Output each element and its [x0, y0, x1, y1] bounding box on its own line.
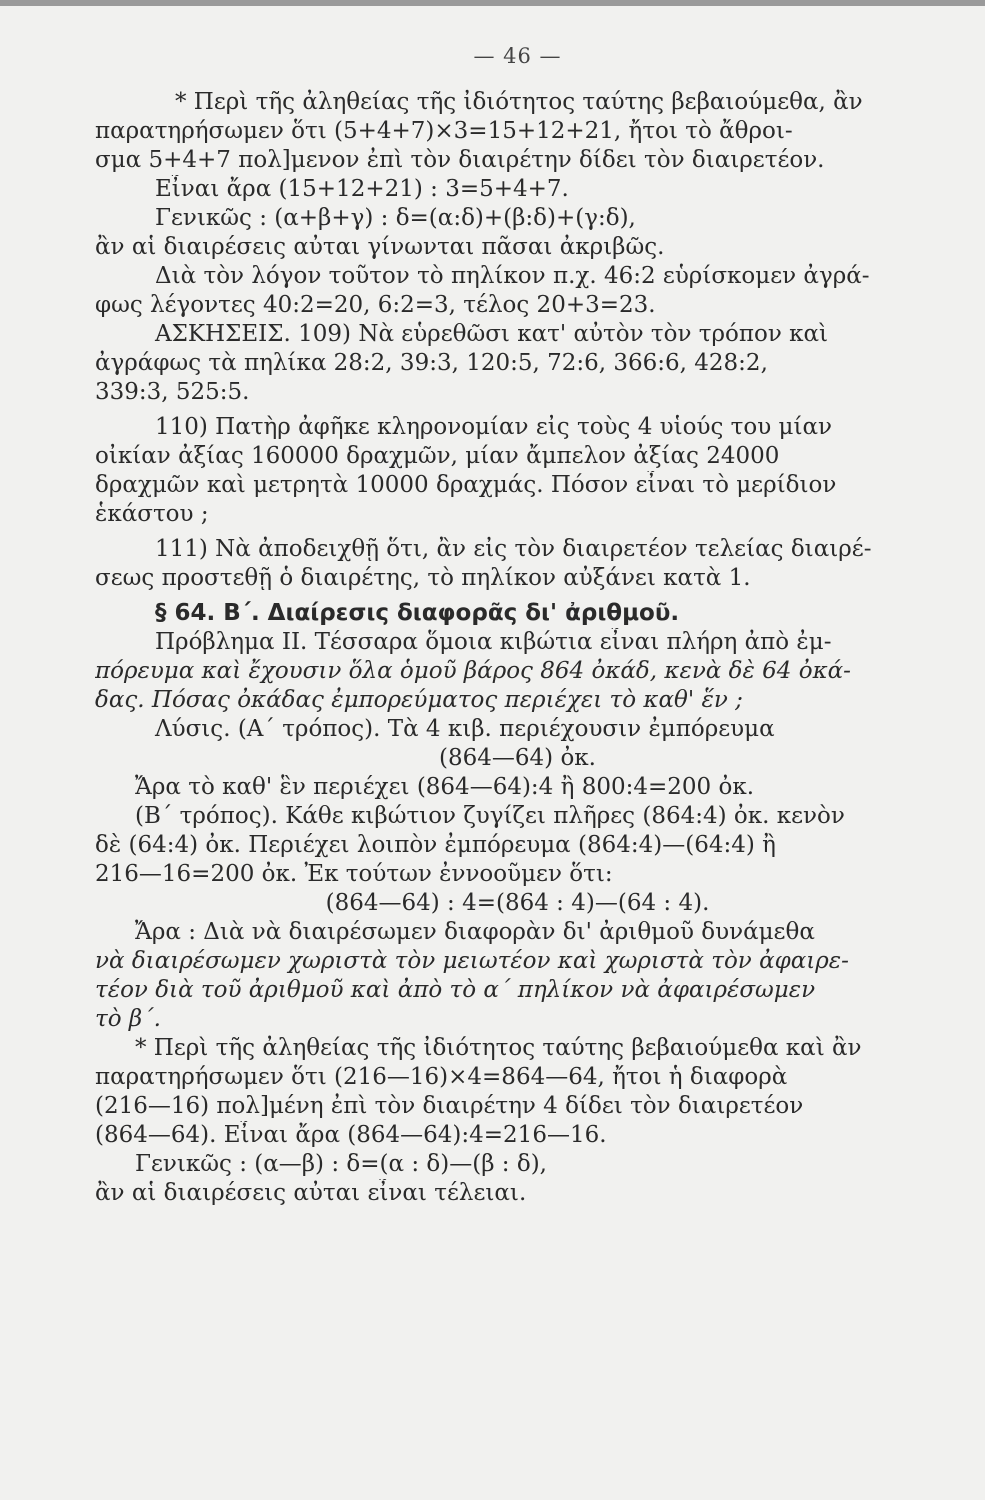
text-line: 111) Νὰ ἀποδειχθῇ ὅτι, ἂν εἰς τὸν διαιρετέον τελείας διαιρέ- [155, 536, 872, 562]
text-line: ἑκάστου ; [95, 501, 209, 527]
text-line: Γενικῶς : (α+β+γ) : δ=(α:δ)+(β:δ)+(γ:δ), [155, 205, 636, 231]
text-line: ἀγράφως τὰ πηλίκα 28:2, 39:3, 120:5, 72:6, 366:6, 428:2, [95, 350, 768, 376]
text-line: (864—64). Εἶναι ἄρα (864—64):4=216—16. [95, 1122, 607, 1148]
text-line: δας. Πόσας ὀκάδας ἐμπορεύματος περιέχει τὸ καθ' ἕν ; [95, 687, 743, 713]
text-line: τὸ β΄. [95, 1006, 161, 1032]
text-line: Πρόβλημα II. Τέσσαρα ὅμοια κιβώτια εἶναι πλήρη ἀπὸ ἐμ- [155, 629, 832, 655]
text-line: τέον διὰ τοῦ ἀριθμοῦ καὶ ἀπὸ τὸ α΄ πηλίκον νὰ ἀφαιρέσωμεν [95, 977, 816, 1003]
text-line: 216—16=200 ὀκ. Ἐκ τούτων ἐννοοῦμεν ὅτι: [95, 861, 613, 887]
text-line: σεως προστεθῇ ὁ διαιρέτης, τὸ πηλίκον αὐξάνει κατὰ 1. [95, 565, 751, 591]
page-number: — 46 — [473, 44, 562, 68]
text-line: δὲ (64:4) ὀκ. Περιέχει λοιπὸν ἐμπόρευμα (864:4)—(64:4) ἢ [95, 832, 776, 858]
text-line: 110) Πατὴρ ἀφῆκε κληρονομίαν εἰς τοὺς 4 υἱούς του μίαν [155, 414, 833, 440]
scan-top-edge [0, 0, 985, 6]
text-line: 339:3, 525:5. [95, 379, 250, 405]
text-line: δραχμῶν καὶ μετρητὰ 10000 δραχμάς. Πόσον εἶναι τὸ μερίδιον [95, 472, 837, 498]
text-line: (216—16) πολ]μένη ἐπὶ τὸν διαιρέτην 4 δίδει τὸν διαιρετέον [95, 1093, 804, 1119]
text-line: § 64. Β΄. Διαίρεσις διαφορᾶς δι' ἀριθμοῦ. [155, 600, 680, 626]
text-line: σμα 5+4+7 πολ]μενον ἐπὶ τὸν διαιρέτην δίδει τὸν διαιρετέον. [95, 147, 825, 173]
text-line: οἰκίαν ἀξίας 160000 δραχμῶν, μίαν ἄμπελον ἀξίας 24000 [95, 443, 780, 469]
text-line: ἂν αἱ διαιρέσεις αὐται εἶναι τέλειαι. [95, 1180, 527, 1206]
text-line: πόρευμα καὶ ἔχουσιν ὅλα ὁμοῦ βάρος 864 ὀκάδ, κενὰ δὲ 64 ὀκά- [95, 658, 851, 684]
text-line: * Περὶ τῆς ἀληθείας τῆς ἰδιότητος ταύτης βεβαιούμεθα, ἂν [175, 89, 863, 115]
text-line: (Β΄ τρόπος). Κάθε κιβώτιον ζυγίζει πλῆρες (864:4) ὀκ. κενὸν [135, 803, 845, 829]
text-line: Γενικῶς : (α—β) : δ=(α : δ)—(β : δ), [135, 1151, 547, 1177]
text-line: (864—64) ὀκ. [439, 745, 596, 771]
text-line: παρατηρήσωμεν ὅτι (216—16)×4=864—64, ἤτοι ἡ διαφορὰ [95, 1064, 788, 1090]
text-line: φως λέγοντες 40:2=20, 6:2=3, τέλος 20+3=23. [95, 292, 656, 318]
text-line: παρατηρήσωμεν ὅτι (5+4+7)×3=15+12+21, ἤτοι τὸ ἄθροι- [95, 118, 793, 144]
text-line: (864—64) : 4=(864 : 4)—(64 : 4). [325, 890, 710, 916]
text-line: * Περὶ τῆς ἀληθείας τῆς ἰδιότητος ταύτης βεβαιούμεθα καὶ ἂν [135, 1035, 862, 1061]
text-line: Εἶναι ἄρα (15+12+21) : 3=5+4+7. [155, 176, 569, 202]
text-line: Λύσις. (Α΄ τρόπος). Τὰ 4 κιβ. περιέχουσιν ἐμπόρευμα [155, 716, 775, 742]
text-line: ΑΣΚΗΣΕΙΣ. 109) Νὰ εὑρεθῶσι κατ' αὐτὸν τὸν τρόπον καὶ [155, 321, 829, 347]
text-line: Διὰ τὸν λόγον τοῦτον τὸ πηλίκον π.χ. 46:2 εὑρίσκομεν ἀγρά- [155, 263, 870, 289]
page-body [95, 88, 940, 1208]
text-line: Ἄρα : Διὰ νὰ διαιρέσωμεν διαφορὰν δι' ἀριθμοῦ δυνάμεθα [135, 919, 815, 945]
text-line: νὰ διαιρέσωμεν χωριστὰ τὸν μειωτέον καὶ χωριστὰ τὸν ἀφαιρε- [95, 948, 849, 974]
text-line: ἂν αἱ διαιρέσεις αὐται γίνωνται πᾶσαι ἀκριβῶς. [95, 234, 665, 260]
text-line: Ἄρα τὸ καθ' ἓν περιέχει (864—64):4 ἢ 800:4=200 ὀκ. [135, 774, 755, 800]
document-page [95, 40, 940, 1480]
